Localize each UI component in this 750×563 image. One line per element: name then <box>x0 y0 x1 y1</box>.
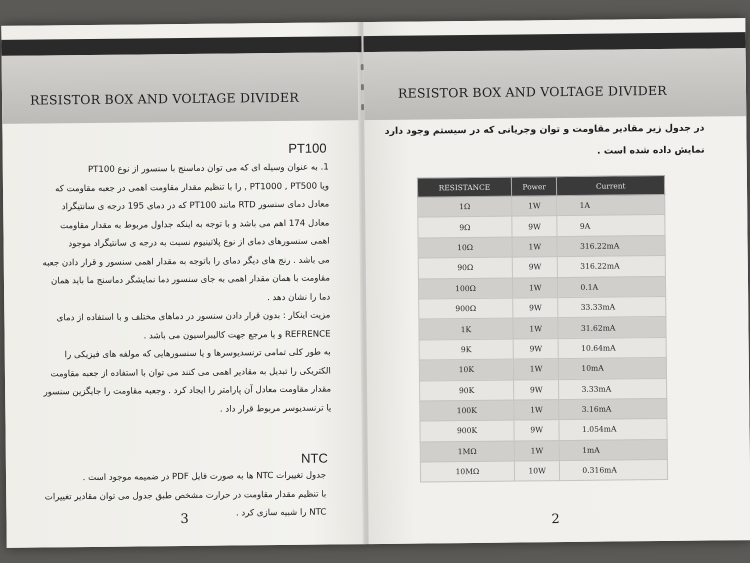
current-cell: 316.22mA <box>557 235 665 257</box>
current-cell: 10mA <box>559 358 667 380</box>
power-cell: 1W <box>512 277 558 298</box>
table-row <box>420 460 667 483</box>
left-page <box>1 22 366 548</box>
resistance-cell: 90Ω <box>418 257 512 278</box>
power-cell: 1W <box>513 318 559 339</box>
paragraph-line: جدول تغییرات NTC ها به صورت فایل PDF در ضمیمه موجود است . <box>82 470 327 484</box>
paragraph-line: می باشد . رنج های دیگر دمای را باتوجه به مقدار اهمی سنسور و قرار دادن جعبه <box>42 254 330 268</box>
column-header-current: Current <box>557 175 665 195</box>
paragraph-line: اهمی سنسورهای دمای از نوع پلاتینیوم نسبت به درجه ی سانتیگراد موجود <box>68 236 330 250</box>
power-cell: 1W <box>512 196 558 217</box>
current-cell: 3.16mA <box>559 398 667 420</box>
paragraph-line: دما را نشان دهد . <box>266 291 331 303</box>
current-cell: 1mA <box>560 439 668 461</box>
current-cell: 316.22mA <box>558 256 666 278</box>
paragraph-line: 1. به عنوان وسیله ای که می توان دماسنج با سنسور از نوع PT100 <box>87 162 329 176</box>
table-row <box>418 235 665 258</box>
resistance-cell: 900Ω <box>419 298 513 319</box>
section-heading-ntc: NTC <box>301 450 328 466</box>
header-strip <box>364 48 747 120</box>
table-row <box>419 296 666 319</box>
power-cell: 9W <box>512 216 558 237</box>
current-cell: 0.1A <box>558 276 666 298</box>
paragraph-line: به طور کلی تمامی ترنسدیوسرها و یا سنسورهایی که مولفه های فیزیکی را <box>64 347 331 361</box>
resistance-cell: 1K <box>419 318 513 339</box>
table-body <box>418 194 668 482</box>
current-cell: 1A <box>557 194 665 216</box>
table-row <box>419 317 666 340</box>
power-cell: 9W <box>513 298 559 319</box>
power-cell: 9W <box>514 420 560 441</box>
paragraph-line: یا ترنسدیوسر مربوط قرار داد . <box>219 402 332 415</box>
table-row <box>418 276 665 299</box>
resistance-cell: 900K <box>420 420 514 441</box>
table-row <box>418 194 665 217</box>
table-row <box>420 419 667 442</box>
paragraph-line: REFRENCE و یا مرجع جهت کالیبراسیون می باشد . <box>143 328 331 341</box>
current-cell: 33.33mA <box>558 296 666 318</box>
table-intro <box>384 118 704 165</box>
current-cell: 9A <box>557 215 665 237</box>
header-title: RESISTOR BOX AND VOLTAGE DIVIDER <box>29 89 299 108</box>
table-row <box>420 439 667 462</box>
table-row <box>418 215 665 238</box>
table-row <box>418 256 665 279</box>
paragraph-line: معادل 174 اهم می باشد و با توجه به اینکه جداول مربوط به مقدار مقاومت <box>59 217 330 231</box>
intro-line: نمایش داده شده است . <box>596 144 705 157</box>
booklet <box>1 18 750 548</box>
resistance-cell: 1Ω <box>418 196 512 217</box>
page-number-left: 3 <box>180 511 189 528</box>
right-page <box>363 18 750 544</box>
table-row <box>420 378 667 401</box>
table-row <box>420 398 667 421</box>
table-row <box>419 337 666 360</box>
resistance-cell: 1MΩ <box>420 441 514 462</box>
resistance-table <box>417 175 668 483</box>
current-cell: 1.054mA <box>559 419 667 441</box>
power-cell: 9W <box>513 338 559 359</box>
current-cell: 31.62mA <box>558 317 666 339</box>
current-cell: 10.64mA <box>559 337 667 359</box>
current-cell: 3.33mA <box>559 378 667 400</box>
paragraph-line: الکتریکی را تبدیل به مقادیر اهمی می کنند می توان با استفاده از جعبه مقاومت <box>50 365 331 379</box>
paragraph-line: با تنظیم مقدار مقاومت در حرارت مشخص طبق جدول می توان مقادیر تغییرات <box>44 489 327 502</box>
paragraph-line: NTC را شبیه سازی کرد . <box>235 507 327 519</box>
header-strip <box>2 52 359 124</box>
power-cell: 1W <box>514 399 560 420</box>
current-cell: 0.316mA <box>560 460 668 482</box>
power-cell: 1W <box>512 236 558 257</box>
section-pt100-body <box>29 158 332 420</box>
table-row <box>419 358 666 381</box>
resistance-cell: 90K <box>420 380 514 401</box>
power-cell: 9W <box>513 379 559 400</box>
paragraph-line: ویا PT1000 , PT500 , را با تنظیم مقدار مقاومت اهمی در جعبه مقاومت که <box>55 180 330 194</box>
section-heading-pt100: PT100 <box>288 140 327 156</box>
resistance-cell: 10K <box>419 359 513 380</box>
resistance-cell: 100Ω <box>418 278 512 299</box>
column-header-power: Power <box>511 177 557 196</box>
resistance-cell: 10Ω <box>418 237 512 258</box>
resistance-cell: 9Ω <box>418 216 512 237</box>
page-number-right: 2 <box>551 512 560 528</box>
power-cell: 1W <box>514 440 560 461</box>
resistance-cell: 10MΩ <box>420 461 514 482</box>
power-cell: 9W <box>512 257 558 278</box>
column-header-resistance: RESISTANCE <box>417 177 511 197</box>
power-cell: 10W <box>514 461 560 482</box>
table-header-row <box>417 175 664 197</box>
paragraph-line: مقاومت با همان مقدار اهمی به جای سنسور دما نمایشگر دماسنج ما باید همان <box>50 273 331 287</box>
resistance-cell: 100K <box>420 400 514 421</box>
resistance-cell: 9K <box>419 339 513 360</box>
paragraph-line: مقدار مقاومت معادل آن پارامتر را ایجاد کرد . وجعبه مقاومت را جایگزین سنسور <box>43 384 332 398</box>
paragraph-line: معادل دمای سنسور RTD مانند PT100 که در دمای 195 درجه ی سانتیگراد <box>61 199 330 213</box>
paragraph-line: مزیت اینکار : بدون قرار دادن سنسور در دماهای مختلف و با استفاده از دمای <box>56 310 331 324</box>
header-title: RESISTOR BOX AND VOLTAGE DIVIDER <box>397 82 667 101</box>
power-cell: 1W <box>513 359 559 380</box>
intro-line: در جدول زیر مقادیر مقاومت و توان وجریانی که در سیستم وجود دارد <box>384 122 705 137</box>
